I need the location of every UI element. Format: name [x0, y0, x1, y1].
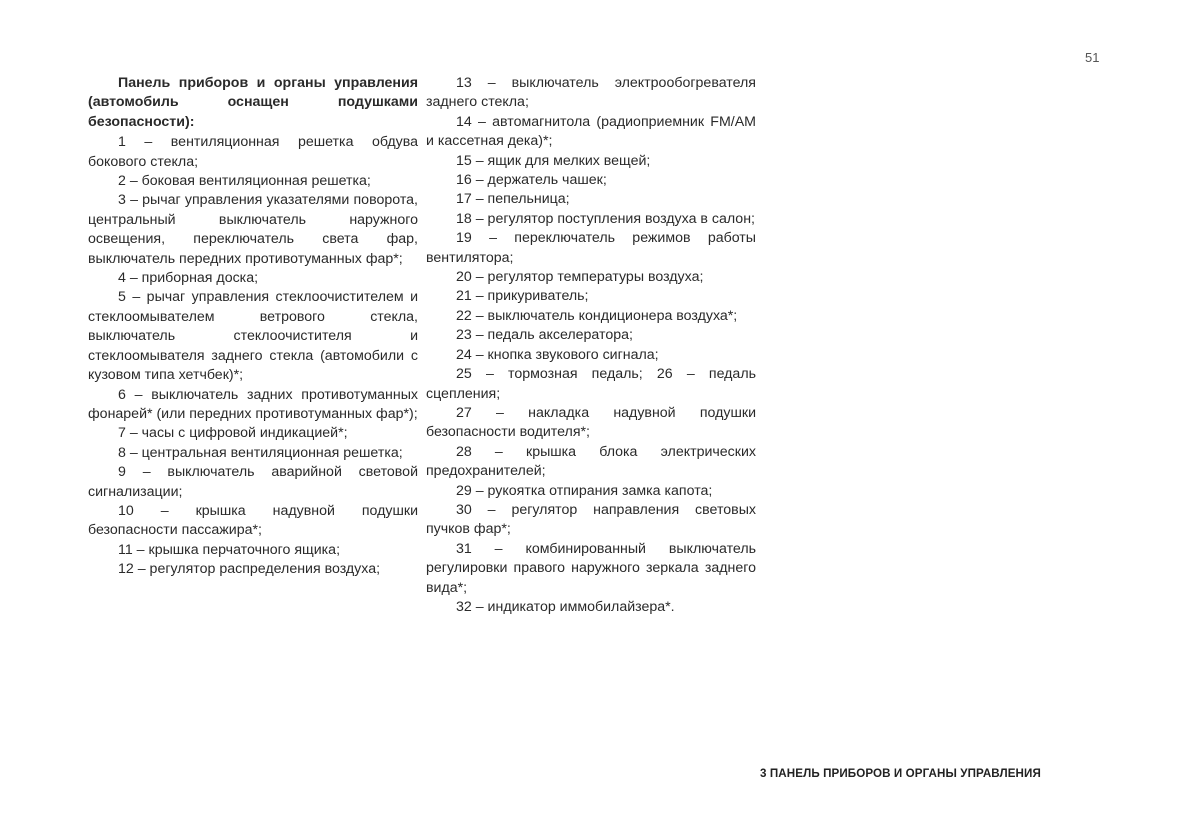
list-item: 7 – часы с цифровой индикацией*;: [118, 425, 348, 442]
page-number: 51: [1085, 50, 1100, 65]
list-item: 16 – держатель чашек;: [456, 172, 607, 189]
list-item: 18 – регулятор поступления воздуха в салон;: [456, 210, 755, 227]
list-item: 9 – выключатель аварийной световой сигнализации;: [88, 464, 418, 500]
list-item: 28 – крышка блока электрических предохранителей;: [426, 443, 756, 480]
list-item: 3 – рычаг управления указателями поворота, центральный выключатель наружного освещения, переключатель света фар, выключатель передних противотуманных фар*;: [88, 192, 418, 267]
list-item: 20 – регулятор температуры воздуха;: [456, 269, 704, 286]
list-item: 24 – кнопка звукового сигнала;: [456, 346, 659, 363]
list-item: 31 – комбинированный выключатель регулировки правого наружного зеркала заднего вида*;: [426, 540, 756, 596]
list-item: 15 – ящик для мелких вещей;: [456, 152, 651, 169]
list-item: 10 – крышка надувной подушки безопасности пассажира*;: [88, 502, 418, 539]
list-item: 27 – накладка надувной подушки безопасности водителя*;: [426, 404, 756, 441]
list-item: 12 – регулятор распределения воздуха;: [118, 561, 381, 578]
list-item: 6 – выключатель задних противотуманных фонарей* (или передних противотуманных фар*);: [88, 386, 418, 422]
list-item: 29 – рукоятка отпирания замка капота;: [456, 482, 713, 499]
list-item: 22 – выключатель кондиционера воздуха*;: [456, 307, 738, 324]
list-item: 4 – приборная доска;: [118, 270, 259, 287]
list-item: 2 – боковая вентиляционная решетка;: [118, 173, 371, 190]
list-item: 14 – автомагнитола (радиоприемник FM/AM и кассетная дека)*;: [426, 113, 756, 150]
list-item: 8 – центральная вентиляционная решетка;: [118, 444, 403, 461]
list-item: 13 – выключатель электрообогревателя заднего стекла;: [426, 75, 756, 111]
list-item: 5 – рычаг управления стеклоочистителем и стеклоомывателем ветрового стекла, выключатель стеклоочистителя и стеклоомывателя заднего стекла (автомобили с кузовом типа хетчбек)*;: [88, 289, 418, 384]
list-item: 17 – пепельница;: [456, 191, 570, 208]
list-item: 19 – переключатель режимов работы вентилятора;: [426, 230, 756, 266]
list-item: 11 – крышка перчаточного ящика;: [118, 541, 341, 558]
list-item: 23 – педаль акселератора;: [456, 327, 633, 344]
right-column: [426, 74, 756, 617]
left-column: [88, 74, 418, 580]
section-heading: Панель приборов и органы управления (автомобиль оснащен подушками безопасности):: [88, 75, 418, 130]
list-item: 21 – прикуриватель;: [456, 288, 589, 305]
list-item: 1 – вентиляционная решетка обдува бокового стекла;: [88, 134, 418, 170]
page-footer: 3 ПАНЕЛЬ ПРИБОРОВ И ОРГАНЫ УПРАВЛЕНИЯ: [760, 767, 1041, 780]
list-item: 25 – тормозная педаль; 26 – педаль сцепления;: [426, 366, 756, 402]
list-item: 30 – регулятор направления световых пучков фар*;: [426, 501, 756, 538]
list-item: 32 – индикатор иммобилайзера*.: [456, 598, 675, 615]
